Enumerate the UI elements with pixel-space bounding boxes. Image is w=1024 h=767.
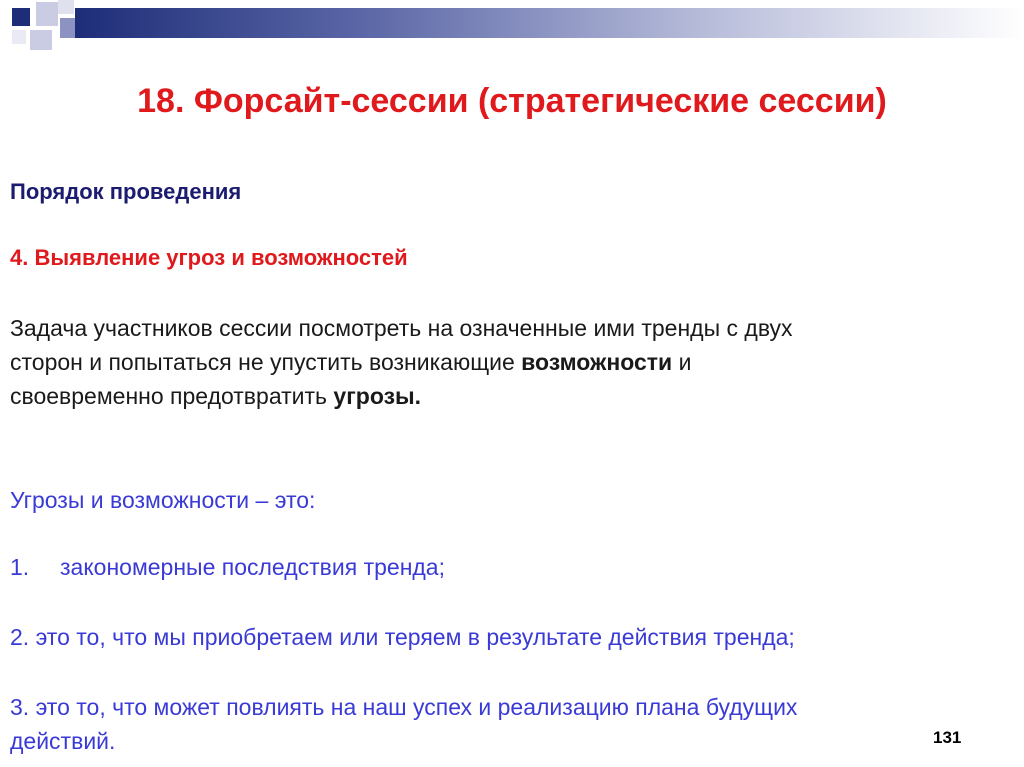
decor-square-navy bbox=[12, 8, 30, 26]
opportunities-emphasis: возможности bbox=[521, 349, 673, 375]
slide-title: 18. Форсайт-сессии (стратегические сессии) bbox=[137, 82, 887, 120]
list-item-text: закономерные последствия тренда; bbox=[60, 554, 445, 580]
step-heading: 4. Выявление угроз и возможностей bbox=[10, 245, 408, 270]
paragraph-line-1: Задача участников сессии посмотреть на означенные ими тренды с двух bbox=[10, 315, 793, 341]
decor-square-light bbox=[58, 0, 74, 14]
list-heading: Угрозы и возможности – это: bbox=[10, 487, 316, 513]
subheading: Порядок проведения bbox=[10, 179, 242, 204]
threats-emphasis: угрозы. bbox=[333, 383, 422, 409]
list-item bbox=[10, 550, 445, 584]
decor-square-pale bbox=[12, 30, 26, 44]
paragraph-text: сторон и попытаться не упустить возникающие bbox=[10, 349, 522, 375]
list-item-continuation: действий. bbox=[10, 728, 116, 754]
decor-square-light bbox=[30, 30, 52, 50]
paragraph-line-2 bbox=[10, 345, 691, 379]
list-item: 3. это то, что может повлиять на наш успех и реализацию плана будущих bbox=[10, 694, 798, 720]
page-number: 131 bbox=[933, 728, 962, 747]
paragraph-text: своевременно предотвратить bbox=[10, 383, 334, 409]
paragraph-line-3 bbox=[10, 379, 421, 413]
list-item-number: 1. bbox=[10, 554, 30, 580]
list-item: 2. это то, что мы приобретаем или теряем в результате действия тренда; bbox=[10, 624, 795, 650]
decor-square-mid bbox=[60, 18, 75, 38]
paragraph-text: и bbox=[672, 349, 692, 375]
decor-square-light bbox=[36, 2, 58, 26]
header-gradient-bar bbox=[75, 8, 1024, 38]
